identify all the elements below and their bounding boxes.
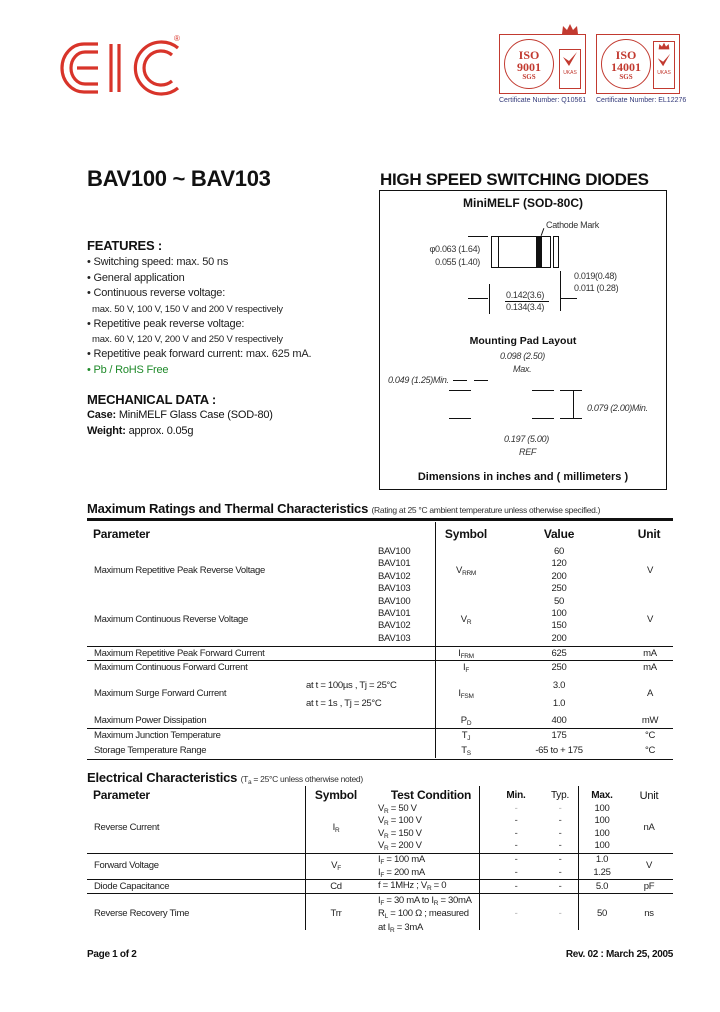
max-cell: 100: [594, 815, 610, 826]
max-cell: 100: [594, 840, 610, 851]
crown-icon: [561, 23, 579, 35]
cathode-leader-line: [541, 228, 545, 236]
feature-item: • Repetitive peak reverse voltage:: [87, 318, 245, 330]
value-cell: 3.0: [552, 680, 566, 691]
table-row-param: Maximum Continuous Forward Current: [94, 662, 248, 673]
symbol-cell: Trr: [330, 908, 342, 919]
iso-seal: ISO 9001 SGS: [504, 39, 554, 89]
pad-height: 0.079 (2.00)Min.: [587, 403, 648, 413]
registered-mark: ®: [174, 34, 180, 43]
max-cell: 1.0: [595, 854, 609, 865]
value-cell: 400: [551, 715, 567, 726]
min-cell: -: [514, 881, 518, 892]
pad-edge: [449, 390, 471, 391]
cathode-band: [536, 236, 542, 268]
min-cell: -: [514, 854, 518, 865]
dim-line: [560, 271, 561, 311]
typ-cell: -: [558, 803, 562, 814]
table-row-param: Maximum Repetitive Peak Reverse Voltage: [94, 565, 265, 576]
table-row-param: Maximum Junction Temperature: [94, 730, 221, 741]
symbol-cell: $T_S$: [461, 745, 471, 757]
pad-edge: [560, 390, 582, 391]
pad-edge: [532, 390, 554, 391]
col-header-typ: Typ.: [550, 790, 570, 801]
diameter-max: φ0.063 (1.64): [429, 244, 480, 254]
condition-cell: $V_R = 50$ V: [378, 803, 417, 815]
pad-ref-note: REF: [519, 447, 537, 457]
feature-item: max. 50 V, 100 V, 150 V and 200 V respectively: [92, 304, 283, 315]
dim-line: [573, 390, 574, 419]
value-cell: 100: [551, 608, 567, 619]
unit-cell: mW: [641, 715, 659, 726]
condition-cell: $R_L = 100$ Ω ; measured: [378, 908, 469, 920]
part-number-title: BAV100 ~ BAV103: [87, 166, 271, 191]
table-row-param: Maximum Power Dissipation: [94, 715, 207, 726]
value-cell: 1.0: [552, 698, 566, 709]
value-cell: 250: [551, 662, 567, 673]
features-heading: FEATURES :: [87, 238, 163, 253]
condition-cell: $I_F = 30$ mA to $I_R = 30mA$: [378, 895, 472, 907]
page-number: Page 1 of 2: [87, 949, 137, 960]
condition-cell: at t = 100µs , Tj = 25°C: [306, 680, 397, 691]
condition-cell: $I_F = 100$ mA: [378, 854, 425, 866]
feature-item: • General application: [87, 272, 185, 284]
max-cell: 1.25: [593, 867, 611, 878]
pad-edge: [532, 418, 554, 419]
col-header-parameter: Parameter: [93, 527, 150, 541]
symbol-cell: Cd: [330, 881, 342, 892]
revision-date: Rev. 02 : March 25, 2005: [565, 949, 673, 960]
max-cell: 5.0: [595, 881, 609, 892]
unit-cell: A: [646, 688, 654, 699]
unit-cell: °C: [644, 730, 656, 741]
unit-cell: ns: [644, 908, 654, 919]
part-label: BAV100: [378, 546, 411, 557]
typ-cell: -: [558, 867, 562, 878]
row-rule: [87, 646, 673, 647]
cap-length-min: 0.011 (0.28): [574, 283, 619, 293]
dim-line: [474, 380, 488, 381]
min-cell: -: [514, 867, 518, 878]
part-label: BAV103: [378, 583, 411, 594]
pad-width: 0.049 (1.25)Min.: [388, 375, 449, 385]
table-row-param: Maximum Continuous Reverse Voltage: [94, 614, 249, 625]
table-row-param: Maximum Repetitive Peak Forward Current: [94, 648, 265, 659]
mechanical-heading: MECHANICAL DATA :: [87, 392, 216, 407]
condition-cell: $V_R = 100$ V: [378, 815, 422, 827]
unit-cell: V: [646, 614, 654, 625]
iso-9001-cert-badge: [499, 34, 586, 94]
value-cell: 50: [554, 596, 564, 607]
col-header-value: Value: [543, 527, 575, 541]
dim-line: [453, 380, 467, 381]
max-cell: 50: [597, 908, 607, 919]
pad-gap: 0.098 (2.50): [500, 351, 545, 361]
col-header-unit: Unit: [637, 527, 661, 541]
checkmark-icon: [655, 52, 673, 68]
table-bottom-rule: [87, 759, 673, 760]
col-header-symbol: Symbol: [314, 788, 358, 802]
symbol-cell: $V_{RRM}$: [456, 565, 476, 577]
col-header-unit: Unit: [639, 790, 659, 802]
min-cell: -: [514, 840, 518, 851]
feature-item: • Repetitive peak forward current: max. 625 mA.: [87, 348, 312, 360]
max-cell: 100: [594, 828, 610, 839]
package-outline-box: [379, 190, 667, 490]
condition-cell: $V_R = 200$ V: [378, 840, 422, 852]
cap-length-max: 0.019(0.48): [574, 271, 617, 281]
table-row-param: Diode Capacitance: [94, 881, 170, 892]
min-cell: -: [514, 803, 518, 814]
typ-cell: -: [558, 840, 562, 851]
part-label: BAV103: [378, 633, 411, 644]
electrical-note: ($T_a = 25^\circ C$ unless otherwise noted): [240, 774, 363, 786]
part-label: BAV102: [378, 571, 411, 582]
table-divider: [578, 786, 579, 930]
body-length-min: 0.134(3.4): [506, 302, 545, 312]
table-row-param: Storage Temperature Range: [94, 745, 207, 756]
pad-edge: [449, 418, 471, 419]
part-label: BAV101: [378, 608, 411, 619]
dimensions-note: Dimensions in inches and ( millimeters ): [417, 471, 629, 483]
table-row-param: Forward Voltage: [94, 860, 159, 871]
package-title: MiniMELF (SOD-80C): [463, 196, 583, 210]
unit-cell: mA: [643, 662, 657, 673]
table-divider: [305, 786, 306, 930]
feature-item: • Continuous reverse voltage:: [87, 287, 226, 299]
table-divider: [479, 786, 480, 930]
condition-cell: $V_R = 150$ V: [378, 828, 422, 840]
min-cell: -: [514, 908, 518, 919]
dim-line: [468, 298, 488, 299]
feature-item: • Switching speed: max. 50 ns: [87, 256, 229, 268]
max-ratings-title: Maximum Ratings and Thermal Characteristics (Rating at 25 °C ambient temperature unless otherwise specified.): [87, 501, 601, 516]
end-cap: [553, 236, 559, 268]
max-cell: 100: [594, 803, 610, 814]
pad-gap-note: Max.: [513, 364, 532, 374]
diameter-min: 0.055 (1.40): [435, 257, 480, 267]
body-length-max: 0.142(3.6): [506, 290, 545, 300]
typ-cell: -: [558, 854, 562, 865]
unit-cell: mA: [643, 648, 657, 659]
row-rule: [87, 893, 673, 894]
col-header-condition: Test Condition: [390, 788, 472, 802]
min-cell: -: [514, 815, 518, 826]
cert-number-9001: Certificate Number: Q10561: [499, 97, 587, 104]
symbol-cell: $P_D$: [460, 715, 472, 727]
dim-line: [561, 298, 577, 299]
mechanical-case: Case: MiniMELF Glass Case (SOD-80): [87, 409, 273, 421]
body-band-line: [498, 236, 499, 268]
dim-line: [489, 284, 490, 314]
value-cell: 250: [551, 583, 567, 594]
symbol-cell: $I_F$: [462, 662, 470, 674]
value-cell: 120: [551, 558, 567, 569]
ukas-badge: UKAS: [653, 41, 675, 89]
typ-cell: -: [558, 815, 562, 826]
part-label: BAV101: [378, 558, 411, 569]
table-row-param: Reverse Recovery Time: [94, 908, 190, 919]
mechanical-weight: Weight: approx. 0.05g: [87, 425, 194, 437]
cert-number-14001: Certificate Number: EL12276: [596, 97, 687, 104]
col-header-min: Min.: [506, 790, 526, 801]
pad-edge: [560, 418, 582, 419]
value-cell: -65 to + 175: [535, 745, 583, 756]
value-cell: 625: [551, 648, 567, 659]
mounting-pad-title: Mounting Pad Layout: [469, 335, 577, 347]
typ-cell: -: [558, 828, 562, 839]
value-cell: 150: [551, 620, 567, 631]
col-header-parameter: Parameter: [93, 788, 150, 802]
product-title: HIGH SPEED SWITCHING DIODES: [380, 170, 649, 189]
eic-logo: [60, 38, 185, 98]
symbol-cell: $T_J$: [461, 730, 471, 742]
unit-cell: nA: [643, 822, 655, 833]
min-cell: -: [514, 828, 518, 839]
diode-body-drawing: [491, 236, 551, 268]
feature-item: max. 60 V, 120 V, 200 V and 250 V respectively: [92, 334, 283, 345]
col-header-symbol: Symbol: [444, 527, 488, 541]
row-rule: [87, 660, 673, 661]
max-ratings-note: (Rating at 25 °C ambient temperature unless otherwise specified.): [371, 505, 601, 515]
electrical-title: Electrical Characteristics ($T_a = 25^\circ C$ unless otherwise noted): [87, 770, 363, 786]
symbol-cell: $I_R$: [332, 822, 340, 834]
pad-ref: 0.197 (5.00): [504, 434, 549, 444]
value-cell: 200: [551, 633, 567, 644]
typ-cell: -: [558, 881, 562, 892]
part-label: BAV100: [378, 596, 411, 607]
row-rule: [87, 728, 673, 729]
ukas-badge: UKAS: [559, 49, 581, 89]
col-header-max: Max.: [591, 790, 613, 801]
unit-cell: °C: [644, 745, 656, 756]
checkmark-icon: [561, 50, 579, 68]
table-row-param: Reverse Current: [94, 822, 160, 833]
value-cell: 60: [554, 546, 564, 557]
typ-cell: -: [558, 908, 562, 919]
table-row-param: Maximum Surge Forward Current: [94, 688, 227, 699]
part-label: BAV102: [378, 620, 411, 631]
value-cell: 200: [551, 571, 567, 582]
symbol-cell: $I_{FSM}$: [458, 688, 474, 700]
condition-cell: f = 1MHz ; $V_R = 0$: [378, 880, 447, 892]
iso-14001-cert-badge: [596, 34, 680, 94]
condition-cell: $I_F = 200$ mA: [378, 867, 425, 879]
condition-cell: at t = 1s , Tj = 25°C: [306, 698, 382, 709]
cathode-mark-label: Cathode Mark: [546, 220, 599, 230]
value-cell: 175: [551, 730, 567, 741]
crown-icon: [658, 42, 670, 50]
iso-seal: ISO 14001 SGS: [601, 39, 651, 89]
feature-item-rohs: • Pb / RoHS Free: [87, 364, 169, 376]
table-top-rule: [87, 518, 673, 521]
symbol-cell: $V_F$: [331, 860, 341, 872]
dim-line: [468, 236, 488, 237]
table-divider: [435, 522, 436, 758]
condition-cell: at $I_R = 3mA$: [378, 922, 423, 934]
symbol-cell: $I_{FRM}$: [458, 648, 474, 660]
unit-cell: V: [645, 860, 653, 871]
unit-cell: pF: [643, 881, 655, 892]
unit-cell: V: [646, 565, 654, 576]
symbol-cell: $V_R$: [460, 614, 472, 626]
